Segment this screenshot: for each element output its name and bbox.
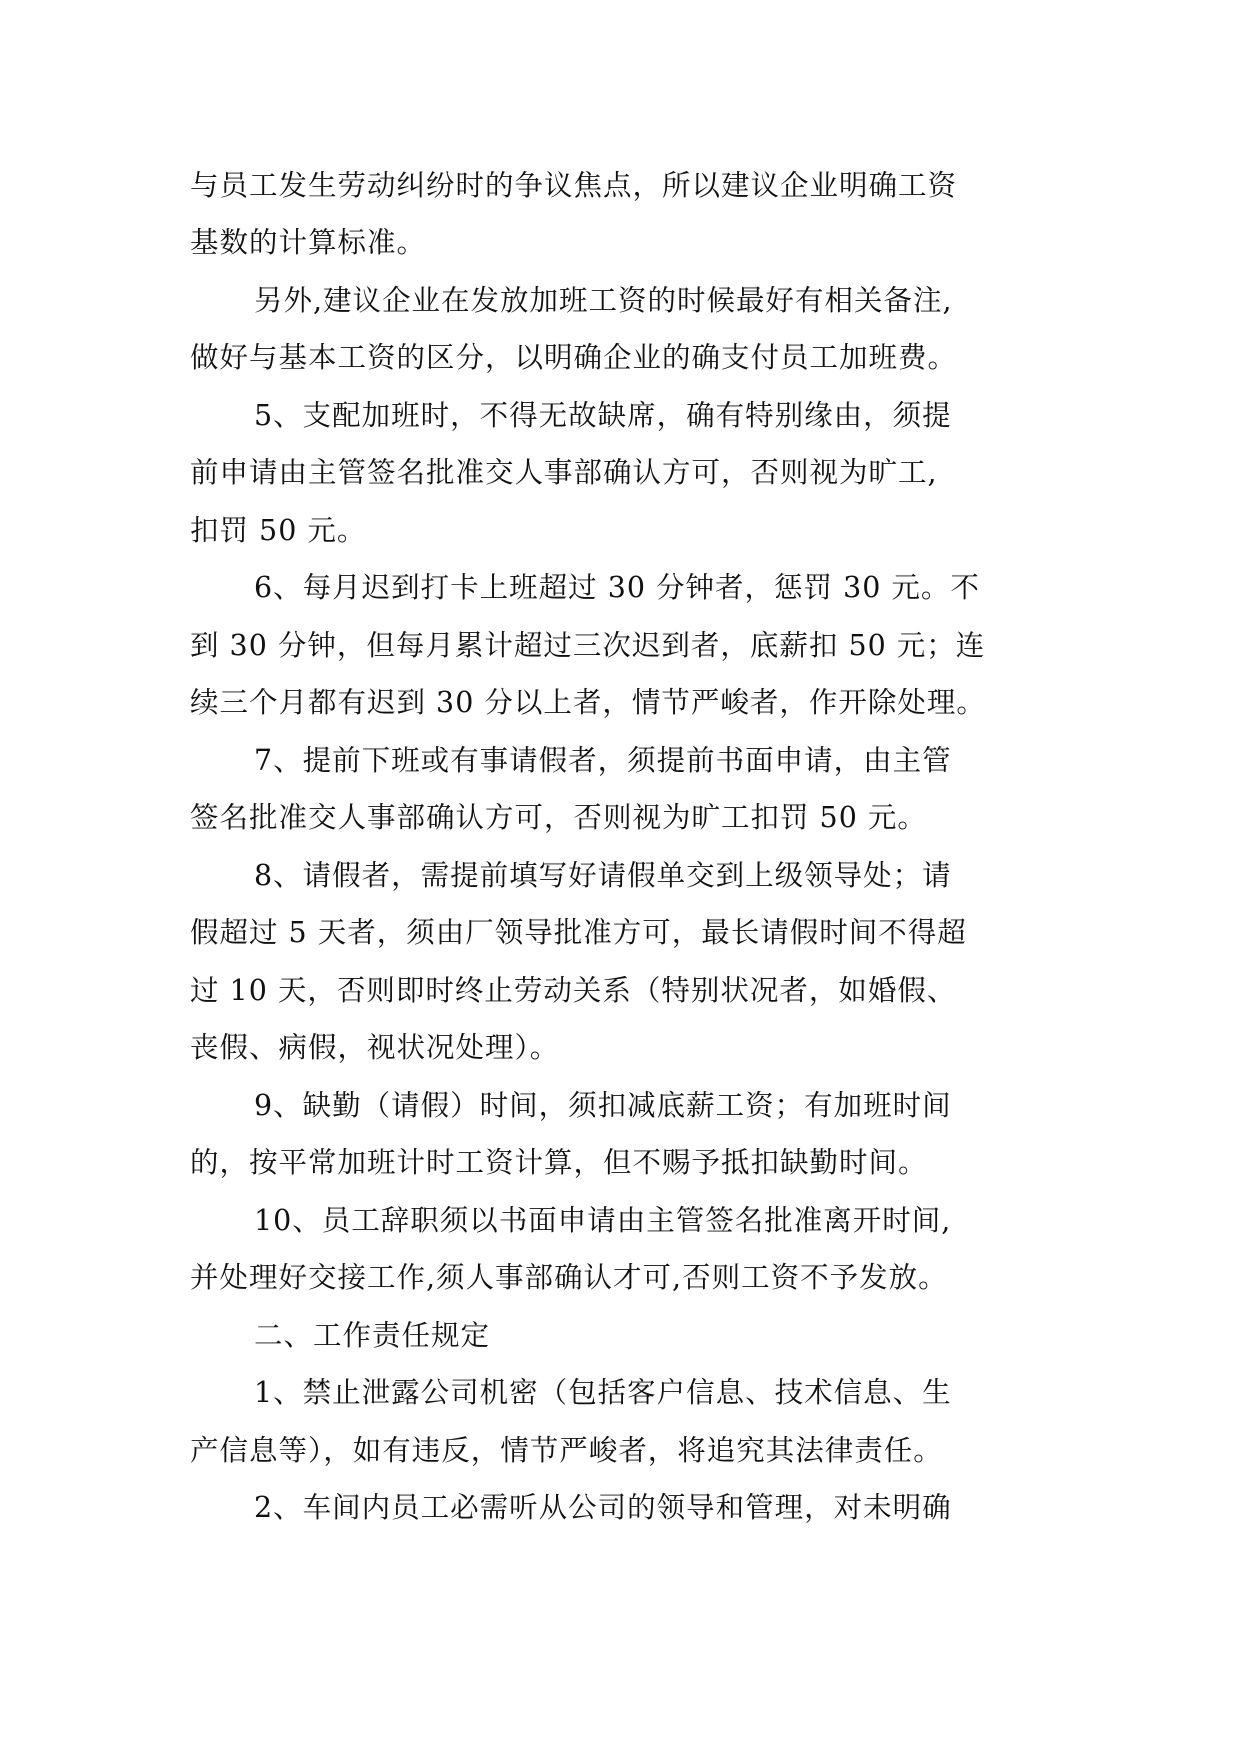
text-line: 另外,建议企业在发放加班工资的时候最好有相关备注, (254, 284, 953, 317)
text-line: 扣罚 50 元。 (190, 514, 367, 547)
text-line: 1、禁止泄露公司机密（包括客户信息、技术信息、生 (254, 1376, 952, 1409)
section-heading: 二、工作责任规定 (254, 1319, 491, 1352)
text-line: 与员工发生劳动纠纷时的争议焦点，所以建议企业明确工资 (190, 169, 958, 202)
text-line: 的，按平常加班计时工资计算，但不赐予抵扣缺勤时间。 (190, 1146, 928, 1179)
text-line: 做好与基本工资的区分，以明确企业的确支付员工加班费。 (190, 341, 958, 374)
text-line: 基数的计算标准。 (190, 226, 427, 259)
text-line: 7、提前下班或有事请假者，须提前书面申请，由主管 (254, 744, 952, 777)
text-line: 9、缺勤（请假）时间，须扣减底薪工资；有加班时间 (254, 1089, 952, 1122)
text-line: 10、员工辞职须以书面申请由主管签名批准离开时间, (254, 1204, 952, 1237)
text-line: 并处理好交接工作,须人事部确认才可,否则工资不予发放。 (190, 1261, 948, 1294)
text-line: 假超过 5 天者，须由厂领导批准方可，最长请假时间不得超 (190, 916, 967, 949)
text-line: 签名批准交人事部确认方可，否则视为旷工扣罚 50 元。 (190, 801, 927, 834)
text-line: 8、请假者，需提前填写好请假单交到上级领导处；请 (254, 859, 952, 892)
text-line: 到 30 分钟，但每月累计超过三次迟到者，底薪扣 50 元；连 (190, 629, 986, 662)
text-line: 丧假、病假，视状况处理）。 (190, 1031, 560, 1064)
text-line: 6、每月迟到打卡上班超过 30 分钟者，惩罚 30 元。不 (254, 571, 980, 604)
text-line: 前申请由主管签名批准交人事部确认方可，否则视为旷工, (190, 456, 938, 489)
text-line: 2、车间内员工必需听从公司的领导和管理，对未明确 (254, 1491, 952, 1524)
text-line: 产信息等），如有违反，情节严峻者，将追究其法律责任。 (190, 1434, 943, 1467)
text-line: 5、支配加班时，不得无故缺席，确有特别缘由，须提 (254, 399, 952, 432)
text-line: 续三个月都有迟到 30 分以上者，情节严峻者，作开除处理。 (190, 686, 986, 719)
text-line: 过 10 天，否则即时终止劳动关系（特别状况者，如婚假、 (190, 974, 957, 1007)
